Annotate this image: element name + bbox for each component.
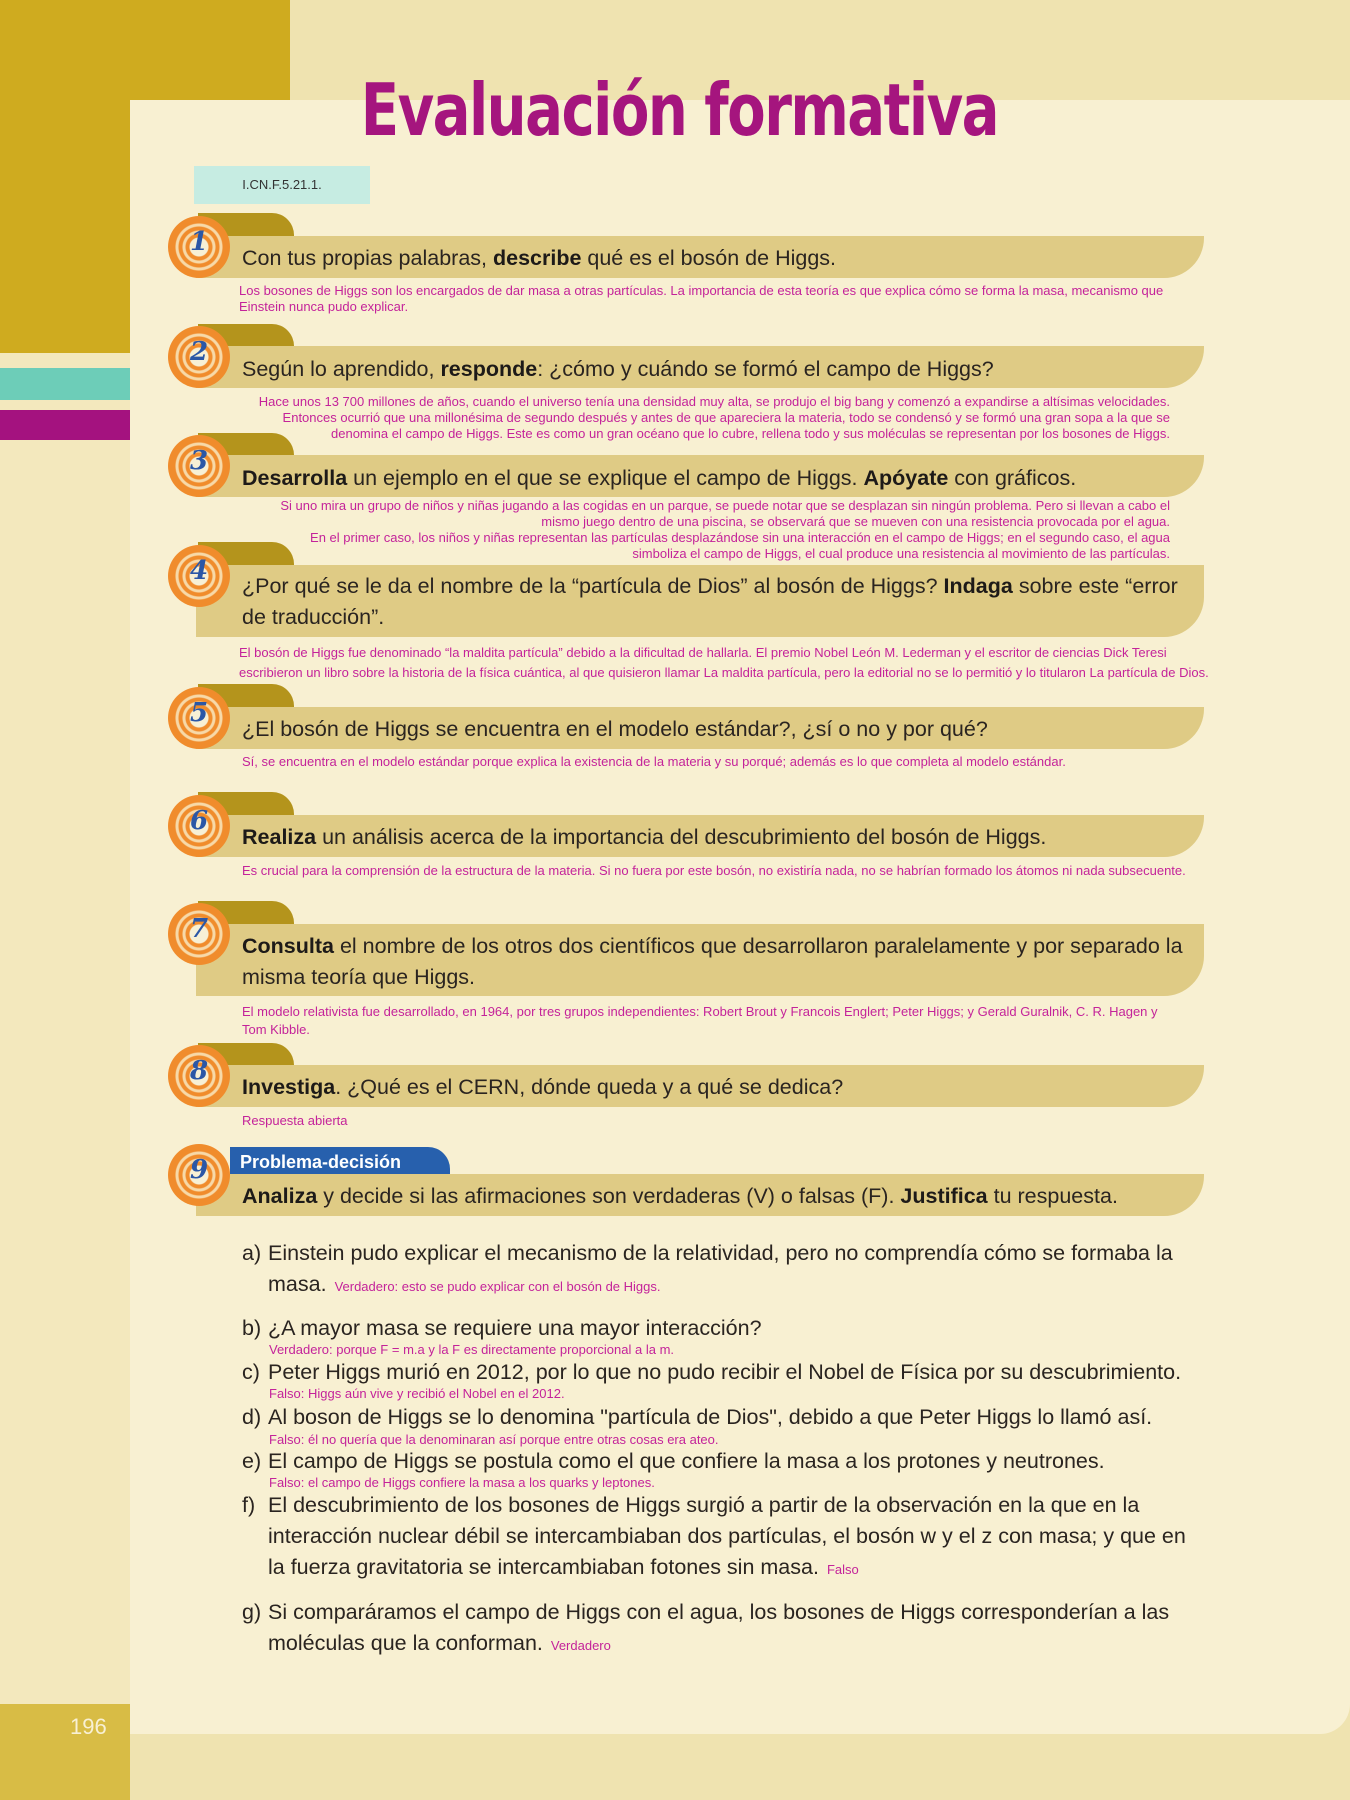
question-1-text: Con tus propias palabras, describe qué es el bosón de Higgs. <box>242 246 837 270</box>
statement-g: g) Si comparáramos el campo de Higgs con el agua, los bosones de Higgs corresponderían a las moléculas que la conforman. Verdadero <box>242 1600 1170 1655</box>
question-3-answer-part-2: En el primer caso, los niños y niñas representan las partículas desplazándose sin una interacción en el campo de Higgs; en el segundo caso, el agua simboliza el campo de Higgs, el cual produce una resistencia al movimiento de las partículas. <box>310 530 1170 561</box>
gold-side-block <box>0 0 130 353</box>
page-title: Evaluación formativa <box>360 68 998 152</box>
statement-e: e) El campo de Higgs se postula como el que confiere la masa a los protones y neutrones. <box>242 1449 1105 1473</box>
question-9-number-badge: 9 <box>168 1144 230 1206</box>
question-7-number-badge: 7 <box>168 903 230 965</box>
question-5-number-badge: 5 <box>168 687 230 749</box>
statement-b-answer: Verdadero: porque F = m.a y la F es directamente proporcional a la m. <box>269 1342 675 1357</box>
statement-a: a) Einstein pudo explicar el mecanismo de la relatividad, pero no comprendía cómo se formaba la masa. Verdadero: esto se pudo explicar con el bosón de Higgs. <box>242 1241 1173 1296</box>
statement-g-answer: Verdadero <box>550 1638 611 1653</box>
statement-d: d) Al boson de Higgs se lo denomina "partícula de Dios", debido a que Peter Higgs lo llamó así. <box>242 1405 1153 1429</box>
question-2-answer: Hace unos 13 700 millones de años, cuando el universo tenía una densidad muy alta, se produjo el big bang y comenzó a expandirse a altísimas velocidades. Entonces ocurrió que una millonésima de segundo después y antes de que apareciera la materia, todo se condensó y se formó una gran sopa a la que se denomina el campo de Higgs. Este es como un gran océano que lo cubre, rellena todo y sus moléculas se representan por los bosones de Higgs. <box>258 394 1170 441</box>
page-number: 196 <box>70 1714 107 1739</box>
question-5-text: ¿El bosón de Higgs se encuentra en el modelo estándar?, ¿sí o no y por qué? <box>242 717 988 741</box>
indicator-code: I.CN.F.5.21.1. <box>194 166 370 204</box>
question-5-answer: Sí, se encuentra en el modelo estándar porque explica la existencia de la materia y su porqué; además es lo que completa al modelo estándar. <box>242 754 1066 769</box>
question-4-number-badge: 4 <box>168 545 230 607</box>
statement-c-answer: Falso: Higgs aún vive y recibió el Nobel en el 2012. <box>269 1386 565 1401</box>
question-8-number-badge: 8 <box>168 1045 230 1107</box>
page-number-corner <box>0 1704 130 1800</box>
magenta-stripe <box>0 410 130 440</box>
statement-c: c) Peter Higgs murió en 2012, por lo que no pudo recibir el Nobel de Física por su descubrimiento. <box>242 1360 1182 1384</box>
statement-b: b) ¿A mayor masa se requiere una mayor interacción? <box>242 1316 762 1340</box>
question-4-answer: El bosón de Higgs fue denominado “la maldita partícula” debido a la dificultad de hallarla. El premio Nobel León M. Lederman y el escritor de ciencias Dick Teresi escribieron un libro sobre la historia de la física cuántica, al que quisieron llamar La maldita partícula, pero la editorial no se lo permitió y lo titularon La partícula de Dios. <box>239 645 1209 680</box>
question-7-answer: El modelo relativista fue desarrollado, en 1964, por tres grupos independientes: Robert Brout y Francois Englert; Peter Higgs; y Gerald Guralnik, C. R. Hagen y Tom Kibble. <box>242 1004 1158 1037</box>
question-1-number-badge: 1 <box>168 216 230 278</box>
question-3-number-badge: 3 <box>168 435 230 497</box>
statement-a-answer: Verdadero: esto se pudo explicar con el bosón de Higgs. <box>334 1279 661 1294</box>
statement-f-answer: Falso <box>826 1562 859 1577</box>
statement-f: f) El descubrimiento de los bosones de Higgs surgió a partir de la observación en la que en la interacción nuclear débil se intercambiaban dos partículas, el bosón w y el z con masa; y que en la fuerza gravitatoria se intercambiaban fotones sin masa. Falso <box>242 1493 1186 1579</box>
question-1-answer: Los bosones de Higgs son los encargados de dar masa a otras partículas. La importancia de esta teoría es que explica cómo se forma la masa, mecanismo que Einstein nunca pudo explicar. <box>239 283 1164 314</box>
question-7-text: Consulta el nombre de los otros dos científicos que desarrollaron paralelamente y por separado la misma teoría que Higgs. <box>242 934 1183 989</box>
question-9-text: Analiza y decide si las afirmaciones son verdaderas (V) o falsas (F). Justifica tu respuesta. <box>242 1184 1118 1208</box>
question-3-text: Desarrolla un ejemplo en el que se explique el campo de Higgs. Apóyate con gráficos. <box>242 466 1077 490</box>
question-6-answer: Es crucial para la comprensión de la estructura de la materia. Si no fuera por este bosón, no existiría nada, no se habrían formado los átomos ni nada subsecuente. <box>242 863 1186 878</box>
statement-d-answer: Falso: él no quería que la denominaran así porque entre otras cosas era ateo. <box>269 1432 719 1447</box>
question-4-text: ¿Por qué se le da el nombre de la “partícula de Dios” al bosón de Higgs? Indaga sobre este “error de traducción”. <box>242 574 1178 629</box>
problem-decision-badge: Problema-decisión <box>230 1147 450 1177</box>
statement-e-answer: Falso: el campo de Higgs confiere la masa a los quarks y leptones. <box>269 1475 655 1490</box>
question-6-text: Realiza un análisis acerca de la importancia del descubrimiento del bosón de Higgs. <box>242 825 1047 849</box>
question-8-text: Investiga. ¿Qué es el CERN, dónde queda y a qué se dedica? <box>242 1075 844 1099</box>
question-8-answer: Respuesta abierta <box>242 1113 348 1128</box>
teal-stripe <box>0 368 130 400</box>
question-3-answer-part-1: Si uno mira un grupo de niños y niñas jugando a las cogidas en un parque, se puede notar que se desplazan sin ningún problema. Pero si llevan a cabo el mismo juego dentro de una piscina, se observará que se mueven con una resistencia provocada por el agua. <box>280 498 1170 529</box>
question-2-number-badge: 2 <box>168 326 230 388</box>
question-6-number-badge: 6 <box>168 795 230 857</box>
question-2-text: Según lo aprendido, responde: ¿cómo y cuándo se formó el campo de Higgs? <box>242 357 994 381</box>
